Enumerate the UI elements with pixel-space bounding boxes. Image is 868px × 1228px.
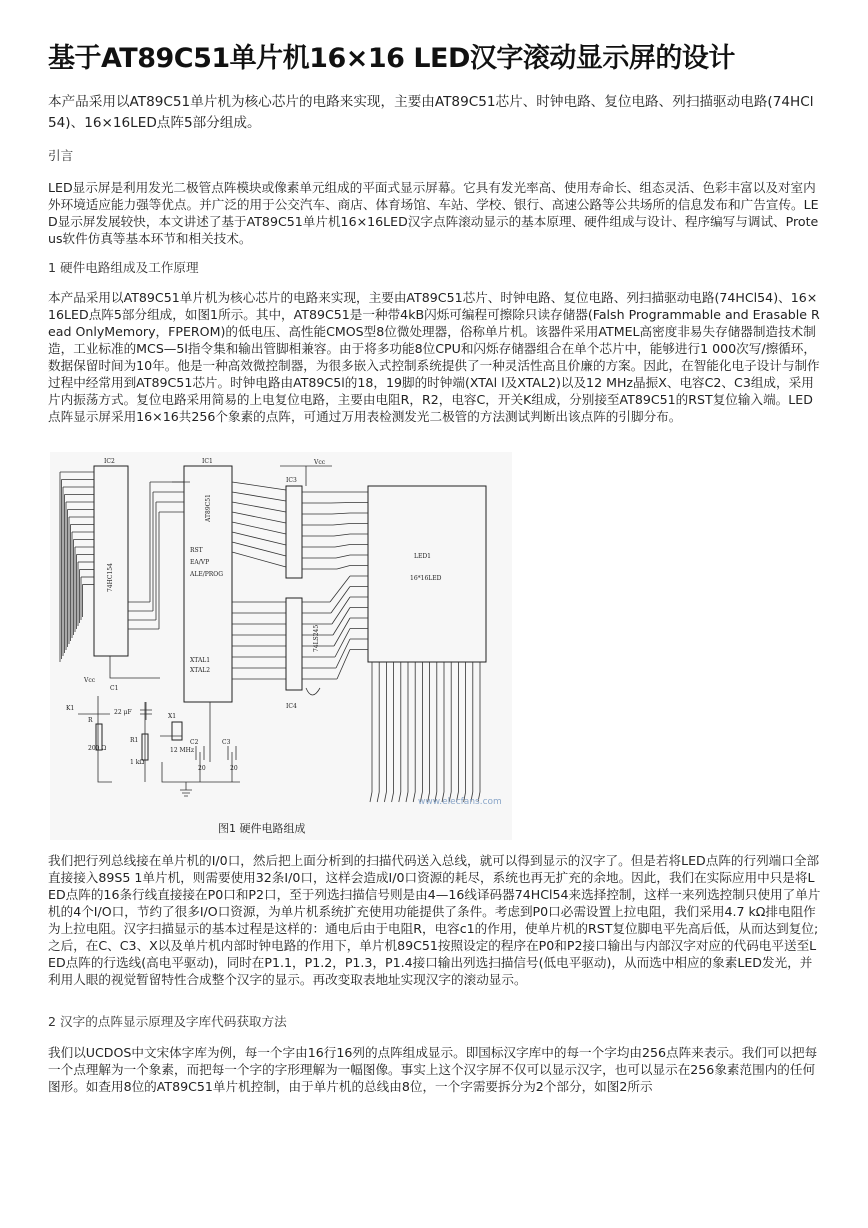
ale-label: ALE/PROG [190,571,223,578]
c3-label: C3 [222,739,231,746]
r1-label: R1 [130,737,139,744]
section-1-paragraph: 本产品采用以AT89C51单片机为核心芯片的电路来实现，主要由AT89C51芯片、时钟电路、复位电路、列扫描驱动电路(74HCl54)、16×16LED点阵5部分组成，如图1所示。其中，AT89C51是一种带4kB闪烁可编程可擦除只读存储器(Falsh Programmable and Erasable Read OnlyMemory，FPEROM)的低电压、高性能CMOS型8位微处理器，俗称单片机。该器件采用ATMEL高密度非易失存储器制造技术制造，工业标准的MCS—5l指令集和输出管脚相兼容。由于将多功能8位CPU和闪烁存储器组合在单个芯片中，能够进行1 000次写/擦循环，数据保留时间为10年。他是一种高效微控制器，为很多嵌入式控制系统提供了一种灵活性高且价廉的方案。因此，在智能化电子设计与制作过程中经常用到AT89C51芯片。时钟电路由AT89C5l的18，19脚的时钟端(XTAl l及XTAL2)以及12 MHz晶振X、电容C2、C3组成，采用片内振荡方式。复位电路采用简易的上电复位电路，主要由电阻R，R2，电容C，开关K组成，分别接至AT89C51的RST复位输入端。LED点阵显示屏采用16×16共256个象素的点阵，可通过万用表检测发光二极管的方法测试判断出该点阵的引脚分布。 [48,290,820,424]
ic2-label: IC2 [104,458,115,465]
xtal2-label: XTAL2 [190,667,211,674]
led-sublabel: 16*16LED [410,575,442,582]
section-2-paragraph: 我们以UCDOS中文宋体字库为例，每一个字由16行16列的点阵组成显示。即国标汉字库中的每一个字均由256点阵来表示。我们可以把每一个点理解为一个象素，而把每一个字的字形理解为一幅图像。事实上这个汉字屏不仅可以显示汉字，也可以显示在256象素范围内的任何图形。如查用8位的AT89C51单片机控制，由于单片机的总线由8位，一个字需要拆分为2个部分，如图2所示 [48,1045,818,1094]
c2-value: 20 [198,765,206,772]
abstract-paragraph: 本产品采用以AT89C51单片机为核心芯片的电路来实现，主要由AT89C51芯片、时钟电路、复位电路、列扫描驱动电路(74HCl54)、16×16LED点阵5部分组成。 [48,94,814,131]
ic1-label: IC1 [202,458,213,465]
intro-paragraph: LED显示屏是利用发光二极管点阵模块或像素单元组成的平面式显示屏幕。它具有发光率高、使用寿命长、组态灵活、色彩丰富以及对室内外环境适应能力强等优点。并广泛的用于公交汽车、商店、体育场馆、车站、学校、银行、高速公路等公共场所的信息发布和广告宣传。LED显示屏发展较快，本文讲述了基于AT89C51单片机16×16LED汉字点阵滚动显示的基本原理、硬件组成与设计、程序编写与调试、Proteus软件仿真等基本环节和相关技术。 [48,180,819,246]
x1-label: X1 [168,713,177,720]
watermark: www.elecfans.com [418,797,502,807]
rst-label: RST [190,547,203,554]
ic3-label: IC3 [286,477,297,484]
c1-value: 22 μF [114,709,132,716]
figure-hardware-circuit [50,452,512,840]
c2-label: C2 [190,739,199,746]
section-heading-2: 2 汉字的点阵显示原理及字库代码获取方法 [48,1014,287,1029]
x1-value: 12 MHz [170,747,195,754]
r-label: R [88,717,93,724]
ic4-label: IC4 [286,703,297,710]
k-label: K1 [66,705,75,712]
vcc-label-2: Vcc [84,677,96,684]
circuit-schematic [50,452,512,840]
ea-label: EA/VP [190,559,210,566]
c1-label: C1 [110,685,119,692]
ic1-name: AT89C51 [205,494,212,522]
vcc-label: Vcc [314,459,326,466]
section-heading-intro: 引言 [48,148,74,163]
figure-caption: 图1 硬件电路组成 [218,822,306,835]
r1-value: 1 kΩ [130,759,145,766]
led-label: LED1 [414,553,431,560]
section-heading-1: 1 硬件电路组成及工作原理 [48,260,199,275]
ic2-name: 74HC154 [107,563,114,592]
page-title: 基于AT89C51单片机16×16 LED汉字滚动显示屏的设计 [48,43,735,74]
r-value: 200 Ω [88,745,107,752]
ic4-name: 74LS245 [313,624,320,652]
c3-value: 20 [230,765,238,772]
xtal1-label: XTAL1 [190,657,211,664]
section-1-paragraph-2: 我们把行列总线接在单片机的I/0口，然后把上面分析到的扫描代码送入总线，就可以得到显示的汉字了。但是若将LED点阵的行列端口全部直接接入89S5 1单片机，则需要使用32条I/0口，这样会造成I/0口资源的耗尽，系统也再无扩充的余地。因此，我们在实际应用中只是将LED点阵的16条行线直接接在P0口和P2口，至于列选扫描信号则是由4—16线译码器74HCl54来选择控制，这样一来列选控制只使用了单片机的4个I/O口，节约了很多I/O口资源，为单片机系统扩充使用功能提供了条件。考虑到P0口必需设置上拉电阻，我们采用4.7 kΩ排电阻作为上拉电阻。汉字扫描显示的基本过程是这样的：通电后由于电阻R，电容c1的作用，使单片机的RST复位脚电平先高后低，从而达到复位;之后，在C、C3、X以及单片机内部时钟电路的作用下，单片机89C51按照设定的程序在P0和P2接口输出与内部汉字对应的代码电平送至LED点阵的行选线(高电平驱动)，同时在P1.1，P1.2，P1.3，P1.4接口输出列选扫描信号(低电平驱动)，从而选中相应的象素LED发光，并利用人眼的视觉暂留特性合成整个汉字的显示。再改变取表地址实现汉字的滚动显示。 [48,853,821,987]
